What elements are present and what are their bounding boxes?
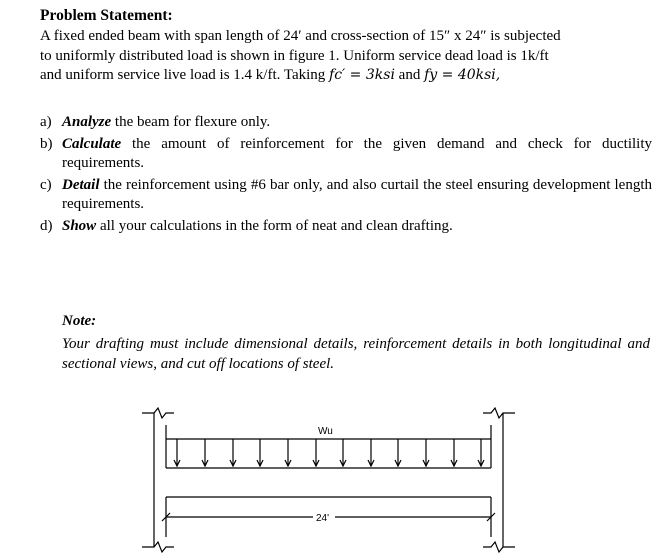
load-arrow	[478, 439, 484, 466]
span-label: 24'	[316, 513, 330, 524]
load-arrow	[174, 439, 180, 466]
load-arrow	[313, 439, 319, 466]
load-arrow	[257, 439, 263, 466]
statement-line: to uniformly distributed load is shown in figure 1. Uniform service dead load is 1k/ft	[40, 47, 549, 64]
load-arrow	[368, 439, 374, 466]
statement-text: and uniform service live load is 1.4 k/ft. Taking	[40, 67, 330, 83]
task-marker: a)	[40, 114, 52, 130]
problem-title: Problem Statement:	[40, 7, 173, 24]
load-arrow	[230, 439, 236, 466]
load-arrow	[285, 439, 291, 466]
left-fixed-support	[142, 408, 174, 552]
task-text: the amount of reinforcement for the given demand and check for ductility requirements.	[62, 135, 652, 171]
task-marker: b)	[40, 135, 53, 152]
load-arrow	[451, 439, 457, 466]
fy-value: fy = 40ksi,	[424, 67, 501, 83]
distributed-load	[166, 439, 491, 466]
task-text: all your calculations in the form of neat and clean drafting.	[96, 217, 453, 234]
note-body: Your drafting must include dimensional details, reinforcement details in both longitudinal and sectional views, and cut off locations of steel.	[62, 336, 650, 372]
note-title: Note:	[62, 313, 97, 329]
load-arrow	[202, 439, 208, 466]
task-marker: d)	[40, 217, 53, 234]
task-verb: Calculate	[62, 135, 122, 152]
task-verb: Detail	[62, 176, 100, 193]
load-arrow	[423, 439, 429, 466]
beam	[166, 468, 491, 497]
load-label: Wu	[318, 426, 333, 437]
task-verb: Analyze	[62, 114, 112, 130]
right-fixed-support	[483, 408, 515, 552]
statement-line: A fixed ended beam with span length of 24′ and cross-section of 15″ x 24″ is subjected	[40, 28, 561, 44]
fc-value: fc′ = 3ksi	[329, 67, 395, 83]
load-arrow	[340, 439, 346, 466]
task-verb: Show	[62, 217, 97, 234]
load-arrow	[395, 439, 401, 466]
task-marker: c)	[40, 176, 52, 193]
task-text: the beam for flexure only.	[111, 114, 271, 130]
task-text: the reinforcement using #6 bar only, and also curtail the steel ensuring development length requirements.	[62, 176, 652, 212]
statement-text: and	[394, 67, 425, 83]
